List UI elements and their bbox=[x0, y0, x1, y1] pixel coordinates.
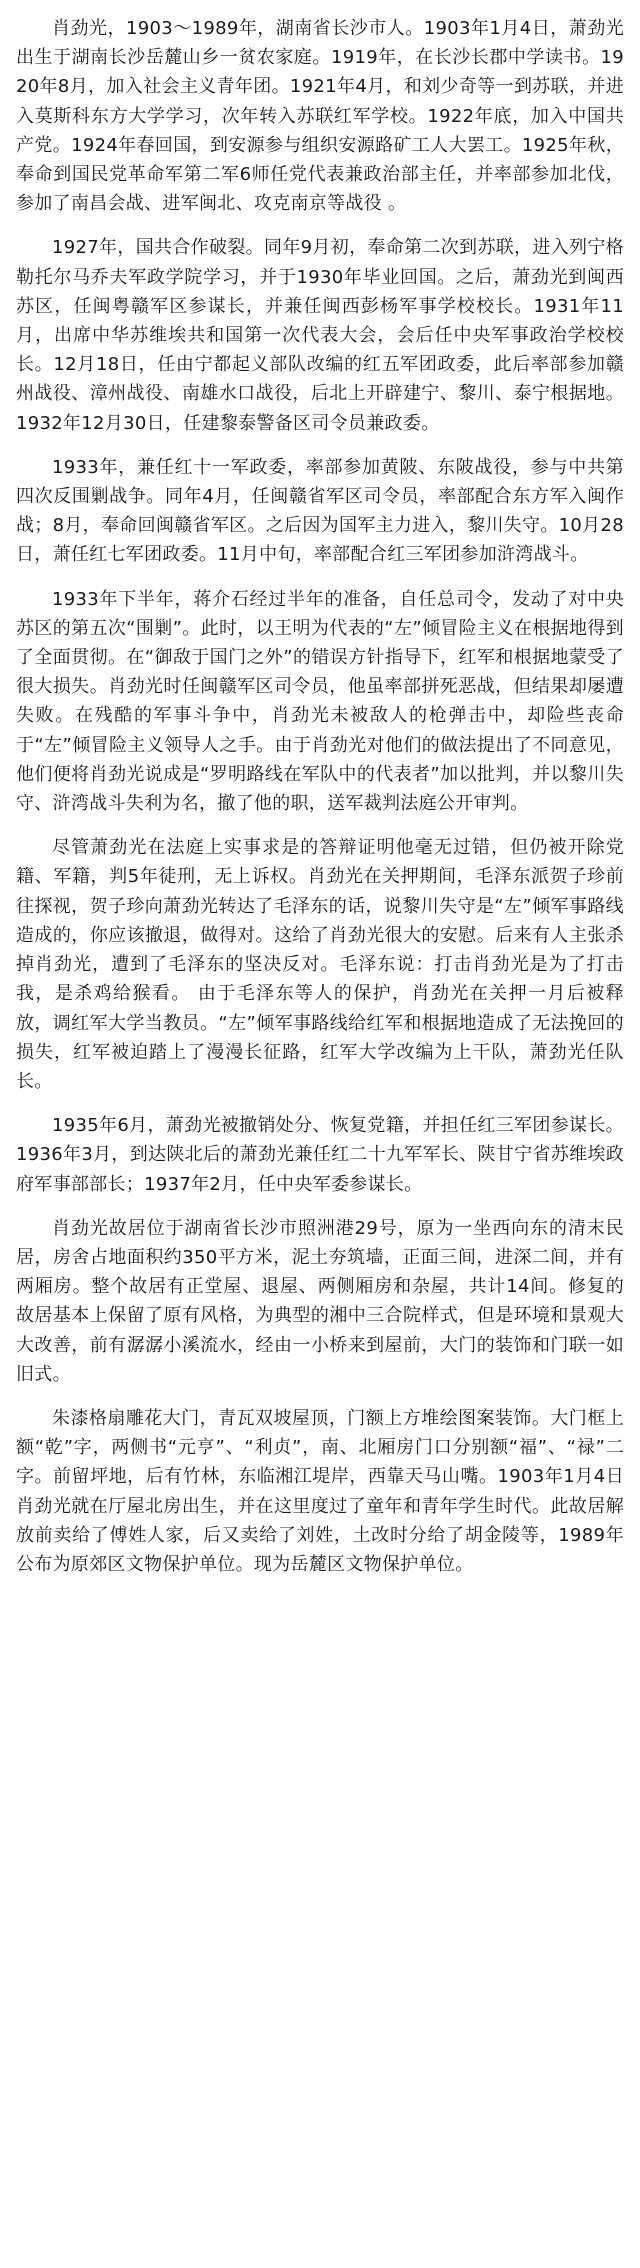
article-body bbox=[16, 14, 624, 1579]
paragraph-residence-details: 朱漆格扇雕花大门，青瓦双坡屋顶，门额上方堆绘图案装饰。大门框上额“乾”字，两侧书“元亨”、“利贞”，南、北厢房门口分别额“福”、“禄”二字。前留坪地，后有竹林，东临湘江堤岸，西靠天马山嘴。1903年1月4日肖劲光就在厅屋北房出生，并在这里度过了童年和青年学生时代。此故居解放前卖给了傅姓人家，后又卖给了刘姓，土改时分给了胡金陵等，1989年公布为原郊区文物保护单位。现为岳麓区文物保护单位。 bbox=[16, 1407, 624, 1575]
paragraph-trial: 尽管萧劲光在法庭上实事求是的答辩证明他毫无过错，但仍被开除党籍、军籍，判5年徒刑，无上诉权。肖劲光在关押期间，毛泽东派贺子珍前往探视，贺子珍向萧劲光转达了毛泽东的话，说黎川失守是“左”倾军事路线造成的，你应该撤退，做得对。这给了肖劲光很大的安慰。后来有人主张杀掉肖劲光，遭到了毛泽东的坚决反对。毛泽东说：打击肖劲光是为了打击我，是杀鸡给猴看。 由于毛泽东等人的保护，肖劲光在关押一月后被释放，调红军大学当教员。“左”倾军事路线给红军和根据地造成了无法挽回的损失，红军被迫踏上了漫漫长征路，红军大学改编为上干队，萧劲光任队长。 bbox=[16, 837, 624, 1092]
paragraph-former-residence: 肖劲光故居位于湖南省长沙市照洲港29号，原为一坐西向东的清末民居，房舍占地面积约350平方米，泥土夯筑墙，正面三间，进深二间，并有两厢房。整个故居有正堂屋、退屋、两侧厢房和杂屋，共计14间。修复的故居基本上保留了原有风格，为典型的湘中三合院样式，但是环境和景观大大改善，前有潺潺小溪流水，经由一小桥来到屋前，大门的装饰和门联一如旧式。 bbox=[16, 1217, 624, 1385]
paragraph-fifth-encirclement: 1933年下半年，蒋介石经过半年的准备，自任总司令，发动了对中央苏区的第五次“围剿”。此时，以王明为代表的“左”倾冒险主义在根据地得到了全面贯彻。在“御敌于国门之外”的错误方针指导下，红军和根据地蒙受了很大损失。肖劲光时任闽赣军区司令员，他虽率部拼死恶战，但结果却屡遭失败。在残酷的军事斗争中，肖劲光未被敌人的枪弹击中，却险些丧命于“左”倾冒险主义领导人之手。由于肖劲光对他们的做法提出了不同意见，他们便将肖劲光说成是“罗明路线在军队中的代表者”加以批判，并以黎川失守、浒湾战斗失利为名，撤了他的职，送军裁判法庭公开审判。 bbox=[16, 588, 624, 815]
paragraph-early-life: 肖劲光，1903～1989年，湖南省长沙市人。1903年1月4日，萧劲光出生于湖南长沙岳麓山乡一贫农家庭。1919年，在长沙长郡中学读书。1920年8月，加入社会主义青年团。1921年4月，和刘少奇等一到苏联，并进入莫斯科东方大学学习，次年转入苏联红军学校。1922年底，加入中国共产党。1924年春回国，到安源参与组织安源路矿工人大罢工。1925年秋，奉命到国民党革命军第二军6师任党代表兼政治部主任，并率部参加北伐，参加了南昌会战、进军闽北、攻克南京等战役 。 bbox=[16, 18, 624, 215]
paragraph-1933: 1933年，兼任红十一军政委，率部参加黄陂、东陂战役，参与中共第四次反围剿战争。同年4月，任闽赣省军区司令员，率部配合东方军入闽作战；8月，奉命回闽赣省军区。之后因为国军主力进入，黎川失守。10月28日，萧任红七军团政委。11月中旬，率部配合红三军团参加浒湾战斗。 bbox=[16, 456, 624, 566]
paragraph-1935: 1935年6月，萧劲光被撤销处分、恢复党籍，并担任红三军团参谋长。1936年3月，到达陕北后的萧劲光兼任红二十九军军长、陕甘宁省苏维埃政府军事部部长；1937年2月，任中央军委参谋长。 bbox=[16, 1115, 624, 1195]
paragraph-1927: 1927年，国共合作破裂。同年9月初，奉命第二次到苏联，进入列宁格勒托尔马乔夫军政学院学习，并于1930年毕业回国。之后，萧劲光到闽西苏区，任闽粤赣军区参谋长，并兼任闽西彭杨军事学校校长。1931年11月，出席中华苏维埃共和国第一次代表大会，会后任中央军事政治学校校长。12月18日，任由宁都起义部队改编的红五军团政委，此后率部参加赣州战役、漳州战役、南雄水口战役，后北上开辟建宁、黎川、泰宁根据地。1932年12月30日，任建黎泰警备区司令员兼政委。 bbox=[16, 237, 624, 434]
